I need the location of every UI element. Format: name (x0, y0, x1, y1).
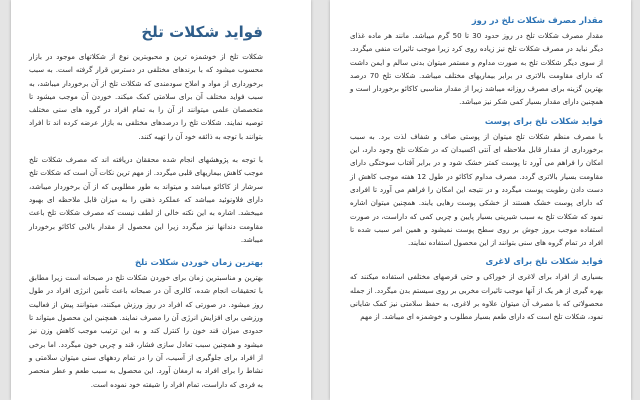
section-heading: مقدار مصرف شکلات تلخ در روز (471, 15, 603, 25)
paragraph: با مصرف منظم شکلات تلخ میتوان از پوستی صاف و شفاف لذت برد. به سبب برخورداری از مقدار قابل ملاحظه ای آنتی اکسیدان که در شکلات تلخ وجود دارد، این امکان را فراهم می آورد تا پوست کمتر خشک شود و در برابر آفتاب سوختگی دارای مقاومت بسیار بالاتری گردد. مصرف مداوم کاکائو در طول 12 هفته موجب کاهش از دست دادن رطوبت پوست میگردد و در نتیجه این امکان را فراهم می آورد تا افرادی که دارای پوست خشک هستند از خشکی پوست رهایی یابند. همچنین میتوان اشاره نمود که شکلات تلخ به سبب شیرینی بسیار پایین و چربی کمی که داراست، در صورت استفاده موجب بروز جوش بر روی سطح پوست نمیشود و همین امر سبب شده تا افراد در تمام گروه های سنی بتوانند از این محصول استفاده نمایند. (350, 131, 603, 248)
document-title: فواید شکلات تلخ (141, 23, 263, 41)
paragraph: بسیاری از افراد برای لاغری از خوراکی و حتی قرصهای مختلفی استفاده میکنند که بهره گیری از هر یک از آنها موجب تاثیرات مخربی بر روی سیستم بدن میگردد. از جمله محصولاتی که با مصرف آن میتوان علاوه بر لاغری، به حفظ سلامتی نیز کمک شایانی نمود، شکلات تلخ است که دارای طعم بسیار مطلوب و خوشمزه ای میباشد. از مهم (350, 272, 603, 322)
paragraph: مقدار مصرف شکلات تلخ در روز حدود 30 تا 50 گرم میباشد. مانند هر ماده غذای دیگر نباید در مصرف شکلات تلخ نیز زیاده روی کرد زیرا موجب تاثیرات منفی میگردد. از سوی دیگر شکلات تلخ به صورت مداوم و مستمر میتوان بدنی سالم و ایمن داشت که دارای مقاومت بالاتری در برابر بیماریهای مختلف میباشد. شکلات تلخ 70 درصد بهترین گزینه برای مصرف روزانه میباشد زیرا از مقدار مناسبی کاکائو برخوردار است و همچنین دارای مقدار بسیار کمی شکر نیز میباشد. (350, 31, 603, 107)
section-heading: فواید شکلات تلخ برای لاغری (485, 256, 603, 267)
page-content (350, 14, 603, 334)
paragraph: بهترین و مناسبترین زمان برای خوردن شکلات تلخ در صبحانه است زیرا مطابق با تحقیقات انجام شده، کالری آن در صبحانه باعث تأمین انرژی افراد در طول روز میشود. در صورتی که افراد در روز ورزش میکنند، میتوانند پیش از فعالیت ورزشی برای افزایش انرژی آن را مصرف نمایند. همچنین این محصول میتواند تا حدودی میزان قند خون را کنترل کند و به این ترتیب موجب کاهش وزن نیز میشود و همچنین سبب تعادل سازی فشار، قند و چربی خون میگردد. اما برخی از افراد برای جلوگیری از آسیب، آن را در تمام ردههای سنی میتوان سلامتی و نشاط را برای افراد به ارمغان آورد. این محصول به سبب طعم و عطر منحصر به فردی که داراست، تمام افراد را شیفته خود نموده است. (29, 273, 263, 389)
paragraph: شکلات تلخ از خوشمزه ترین و محبوبترین نوع از شکلاتهای موجود در بازار محسوب میشود که با برندهای مختلفی در دسترس قرار گرفته است. به سبب برخورداری از مواد و املاح سودمندی که شکلات تلخ از آن برخوردار میباشد، به سبب فواید مختلف آن برای سلامتی کمک میکند. خوردن آن موجب میشود تا متخصصان علمی میتوانند از آن را به تمام افراد در گروه های سنی مختلف توصیه نمایند. شکلات تلخ را درصدهای مختلفی به بازار عرضه کرده اند تا افراد بتوانند با توجه به ذائقه خود آن را تهیه کنند. (29, 52, 263, 141)
page-content (29, 22, 263, 400)
section-heading: بهترین زمان خوردن شکلات تلخ (135, 257, 263, 268)
document-page-left (11, 0, 311, 400)
document-page-right (330, 0, 631, 400)
section-heading: فواید شکلات تلخ برای پوست (484, 115, 603, 126)
paragraph: با توجه به پژوهشهای انجام شده محققان دریافته اند که مصرف شکلات تلخ موجب کاهش بیماریهای قلبی میگردد. از مهم ترین نکات آن است که شکلات تلخ سرشار از کاکائو میباشد و میتواند به طور مطلوبی که از آن برخوردار میباشد، دارای فلاونوئید میباشد که عملکرد ذهنی را به میزان قابل ملاحظه ای بهبود میبخشد. اشاره به این نکته خالی از لطف نیست که مصرف شکلات تلخ باعث مقاومت دندانها نیز میگردد زیرا این محصول از مقدار بالایی کاکائو برخوردار میباشد. (29, 155, 263, 244)
